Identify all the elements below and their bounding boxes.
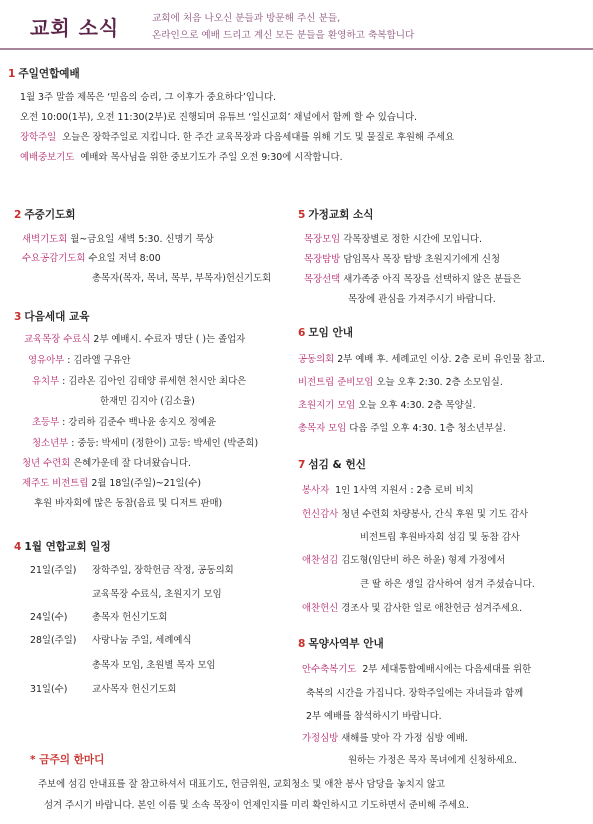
section-title: 목양사역부 안내 (308, 638, 384, 650)
s6-item (298, 420, 506, 434)
section-title: 가정교회 소식 (308, 209, 374, 221)
item-label: 총목자 모임 (298, 423, 347, 434)
section-1-heading (8, 66, 80, 81)
item-text: 수요일 저녁 8:00 (88, 253, 161, 264)
item-label: 목장탐방 (304, 254, 341, 265)
s8-item (302, 661, 531, 675)
item-label: 장학주일 (20, 132, 57, 143)
schedule-date: 31일(수) (30, 684, 68, 695)
page-title: 교회 소식 (30, 16, 120, 40)
item-text: 2부 예배 후. 세례교인 이상. 2층 로비 유인물 참고. (337, 354, 545, 365)
s7-line: 큰 딸 하은 생일 감사하여 섬겨 주셨습니다. (360, 579, 535, 590)
s1-item (20, 129, 454, 143)
header-subtitle-1: 교회에 처음 나오신 분들과 방문해 주신 분들, (152, 13, 341, 24)
section-5-heading (298, 207, 373, 222)
s3-line: 한재민 김지아 (김소율) (100, 396, 195, 407)
section-title: 섬김 & 헌신 (308, 459, 366, 471)
item-text: 김도형(임단비 하은 하윤) 형제 가정에서 (341, 555, 506, 566)
item-label: 헌신감사 (302, 509, 339, 520)
s5-item (304, 231, 482, 245)
item-label: 애찬섬김 (302, 555, 339, 566)
item-label: 유치부 (32, 376, 60, 387)
section-title: 주일연합예배 (18, 68, 80, 80)
item-text: 새해를 맞아 각 가정 심방 예배. (341, 733, 468, 744)
s1-item (20, 149, 343, 163)
schedule-text: 총목자 모임, 초원별 목자 모임 (92, 660, 216, 671)
item-text: 오늘 오후 4:30. 2층 목양실. (358, 400, 476, 411)
s7-item (302, 600, 522, 614)
s7-item (302, 552, 505, 566)
item-label: 목장모임 (304, 234, 341, 245)
header-subtitle-2: 온라인으로 예배 드리고 계신 모든 분들을 환영하고 축복합니다 (152, 30, 415, 41)
schedule-text: 교육목장 수료식, 초원지기 모임 (92, 589, 222, 600)
item-label: 제주도 비전트립 (22, 478, 89, 489)
item-text: 청년 수련회 차량봉사, 간식 후원 및 기도 감사 (341, 509, 529, 520)
item-text: 새가족중 아직 목장을 선택하지 않은 분들은 (343, 274, 522, 285)
item-text: : 중등: 박세미 (정한이) 고등: 박세인 (박준희) (71, 438, 259, 449)
item-label: 예배중보기도 (20, 152, 75, 163)
section-number: 7 (298, 459, 306, 471)
section-number: 3 (14, 311, 22, 323)
item-label: 영유아부 (28, 355, 65, 366)
schedule-text: 사랑나눔 주일, 세례예식 (92, 635, 192, 646)
item-text: 오늘은 장학주일로 지킵니다. 한 주간 교육목장과 다음세대를 위해 기도 및 물질로 후원해 주세요 (62, 132, 455, 143)
item-text: : 김라엘 구유안 (67, 355, 131, 366)
quote-line: 섬겨 주시기 바랍니다. 본인 이름 및 소속 목장이 언제인지를 미리 확인하시고 기도하면서 준비해 주세요. (44, 800, 470, 811)
schedule-date: 21일(주일) (30, 565, 77, 576)
s3-item (32, 373, 246, 387)
s7-line: 비전트립 후원바자회 섬김 및 동참 감사 (360, 532, 520, 543)
item-text: : 강리하 김준수 백나윤 송지오 정예윤 (62, 417, 217, 428)
s3-item (32, 414, 216, 428)
s2-item (22, 231, 214, 245)
s2-item (22, 250, 161, 264)
s5-item (304, 251, 500, 265)
s8-item (302, 730, 468, 744)
s2-line: 총목자(목자, 목녀, 목부, 부목자)헌신기도회 (92, 273, 272, 284)
section-title: 다음세대 교육 (24, 311, 90, 323)
section-number: 1 (8, 68, 16, 80)
section-number: 4 (14, 541, 22, 553)
item-text: 다음 주일 오후 4:30. 1층 청소년부실. (349, 423, 506, 434)
s3-line: 후원 바자회에 많은 동참(음료 및 디저트 판매) (34, 498, 223, 509)
s7-item (302, 482, 474, 496)
section-title: 모임 안내 (308, 327, 353, 339)
item-text: 예배와 목사님을 위한 중보기도가 주일 오전 9:30에 시작합니다. (80, 152, 343, 163)
s8-line: 원하는 가정은 목자 목녀에게 신청하세요. (348, 755, 517, 766)
item-text: 오늘 오후 2:30. 2층 소모임실. (376, 377, 503, 388)
section-number: 5 (298, 209, 306, 221)
weekly-quote-heading (30, 752, 104, 767)
section-4-heading (14, 539, 111, 554)
header-divider (0, 48, 593, 50)
item-text: 1인 1사역 지원서 : 2층 로비 비치 (335, 485, 474, 496)
s3-item (22, 455, 191, 469)
section-number: 8 (298, 638, 306, 650)
item-text: 경조사 및 감사한 일로 애찬헌금 섬겨주세요. (341, 603, 523, 614)
schedule-text: 교사목자 헌신기도회 (92, 684, 177, 695)
item-text: 각목장별로 정한 시간에 모입니다. (343, 234, 482, 245)
quote-title: 금주의 한마디 (39, 754, 105, 766)
section-number: 2 (14, 209, 22, 221)
item-label: 안수축복기도 (302, 664, 357, 675)
section-title: 1월 연합교회 일정 (24, 541, 111, 553)
item-label: 초원지기 모임 (298, 400, 356, 411)
s3-item (24, 331, 245, 345)
item-label: 봉사자 (302, 485, 330, 496)
s6-item (298, 351, 545, 365)
item-label: 초등부 (32, 417, 60, 428)
item-label: 애찬헌신 (302, 603, 339, 614)
s5-item (304, 271, 521, 285)
item-text: 월~금요일 새벽 5:30. 신명기 묵상 (70, 234, 214, 245)
section-number: 6 (298, 327, 306, 339)
item-text: 은혜가운데 잘 다녀왔습니다. (73, 458, 191, 469)
section-2-heading (14, 207, 76, 222)
s1-line: 1월 3주 말씀 제목은 ‘믿음의 승리, 그 이후가 중요하다’입니다. (20, 92, 276, 103)
item-label: 공동의회 (298, 354, 335, 365)
item-label: 청년 수련회 (22, 458, 71, 469)
s3-item (32, 435, 258, 449)
item-text: 2부 예배시. 수료자 명단 ( )는 졸업자 (93, 334, 246, 345)
item-text: 2부 세대통합예배시에는 다음세대를 위한 (362, 664, 532, 675)
s7-item (302, 506, 528, 520)
item-label: 가정심방 (302, 733, 339, 744)
schedule-date: 24일(수) (30, 612, 68, 623)
s8-line: 축복의 시간을 가집니다. 장학주일에는 자녀들과 함께 (306, 688, 524, 699)
asterisk-icon: * (30, 754, 36, 766)
section-6-heading (298, 325, 353, 340)
section-title: 주중기도회 (24, 209, 76, 221)
s3-item (22, 475, 201, 489)
item-label: 교육목장 수료식 (24, 334, 91, 345)
item-label: 청소년부 (32, 438, 69, 449)
quote-line: 주보에 섬김 안내표를 잘 참고하셔서 대표기도, 헌금위원, 교회청소 및 애찬 봉사 담당을 놓치지 않고 (38, 779, 445, 790)
s6-item (298, 374, 503, 388)
item-text: 담임목사 목장 탐방 초원지기에게 신청 (343, 254, 501, 265)
s6-item (298, 397, 476, 411)
schedule-text: 총목자 헌신기도회 (92, 612, 168, 623)
s8-line: 2부 예배를 참석하시기 바랍니다. (306, 711, 442, 722)
s5-line: 목장에 관심을 가져주시기 바랍니다. (348, 294, 496, 305)
s1-line: 오전 10:00(1부), 오전 11:30(2부)로 진행되며 유튜브 ‘일신교회’ 채널에서 함께 할 수 있습니다. (20, 112, 417, 123)
item-text: 2월 18일(주일)~21일(수) (91, 478, 201, 489)
section-8-heading (298, 636, 384, 651)
schedule-date: 28일(주일) (30, 635, 77, 646)
item-label: 비전트립 준비모임 (298, 377, 374, 388)
item-label: 목장선택 (304, 274, 341, 285)
item-label: 수요공감기도회 (22, 253, 86, 264)
item-label: 새벽기도회 (22, 234, 68, 245)
schedule-text: 장학주일, 장학헌금 작정, 공동의회 (92, 565, 234, 576)
section-7-heading (298, 457, 366, 472)
s3-item (28, 352, 131, 366)
item-text: : 김라온 김아인 김태양 류세현 천시안 최다은 (62, 376, 247, 387)
section-3-heading (14, 309, 89, 324)
